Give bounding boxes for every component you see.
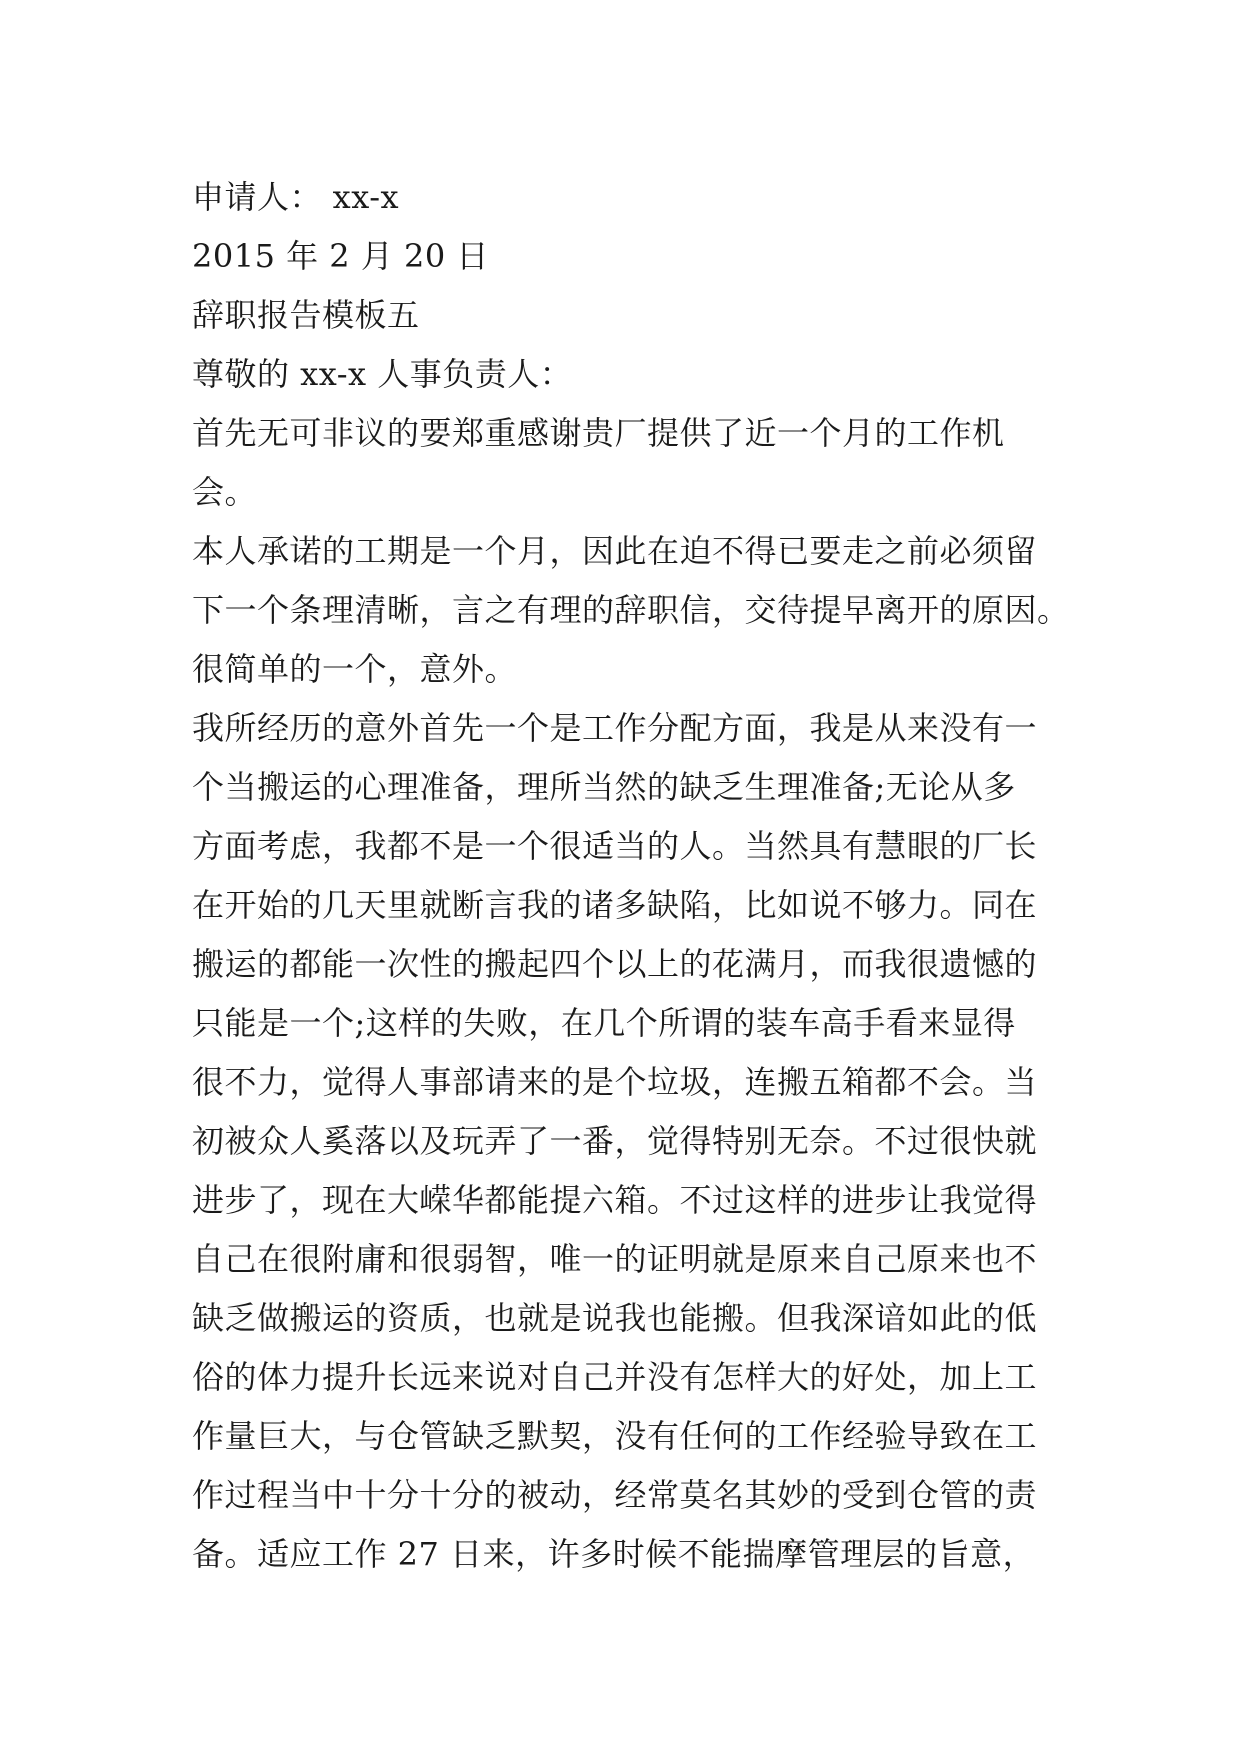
paragraph-line: 个当搬运的心理准备，理所当然的缺乏生理准备;无论从多	[192, 768, 1016, 806]
paragraph-line: 方面考虑，我都不是一个很适当的人。当然具有慧眼的厂长	[192, 827, 1038, 865]
paragraph-line: 首先无可非议的要郑重感谢贵厂提供了近一个月的工作机	[192, 414, 1005, 452]
salutation: 尊敬的 xx-x 人事负责人：	[192, 355, 573, 393]
paragraph-experience	[192, 699, 1064, 1584]
paragraph-line: 备。适应工作 27 日来，许多时候不能揣摩管理层的旨意，	[192, 1535, 1036, 1573]
paragraph-line: 初被众人奚落以及玩弄了一番，觉得特别无奈。不过很快就	[192, 1122, 1038, 1160]
paragraph-reason	[192, 640, 1064, 699]
template-title: 辞职报告模板五	[192, 296, 420, 334]
paragraph-line: 本人承诺的工期是一个月，因此在迫不得已要走之前必须留	[192, 532, 1038, 570]
document-body	[192, 168, 1070, 1584]
paragraph-line: 会。	[192, 473, 258, 511]
paragraph-line: 在开始的几天里就断言我的诸多缺陷，比如说不够力。同在	[192, 886, 1038, 924]
paragraph-line: 我所经历的意外首先一个是工作分配方面，我是从来没有一	[192, 709, 1038, 747]
paragraph-line: 很不力，觉得人事部请来的是个垃圾，连搬五箱都不会。当	[192, 1063, 1038, 1101]
date-line: 2015 年 2 月 20 日	[192, 237, 489, 275]
paragraph-line: 进步了，现在大嵘华都能提六箱。不过这样的进步让我觉得	[192, 1181, 1038, 1219]
paragraph-commitment	[192, 522, 1070, 640]
paragraph-line: 自己在很附庸和很弱智，唯一的证明就是原来自己原来也不	[192, 1240, 1038, 1278]
paragraph-line: 下一个条理清晰，言之有理的辞职信，交待提早离开的原因。	[192, 591, 1070, 629]
applicant-line: 申请人： xx-x	[192, 178, 400, 216]
paragraph-line: 很简单的一个，意外。	[192, 650, 518, 688]
paragraph-line: 作量巨大，与仓管缺乏默契，没有任何的工作经验导致在工	[192, 1417, 1038, 1455]
paragraph-line: 搬运的都能一次性的搬起四个以上的花满月，而我很遗憾的	[192, 945, 1038, 983]
paragraph-line: 缺乏做搬运的资质，也就是说我也能搬。但我深谙如此的低	[192, 1299, 1038, 1337]
paragraph-line: 俗的体力提升长远来说对自己并没有怎样大的好处，加上工	[192, 1358, 1038, 1396]
paragraph-thanks	[192, 404, 1064, 522]
paragraph-line: 作过程当中十分十分的被动，经常莫名其妙的受到仓管的责	[192, 1476, 1038, 1514]
paragraph-line: 只能是一个;这样的失败，在几个所谓的装车高手看来显得	[192, 1004, 1016, 1042]
